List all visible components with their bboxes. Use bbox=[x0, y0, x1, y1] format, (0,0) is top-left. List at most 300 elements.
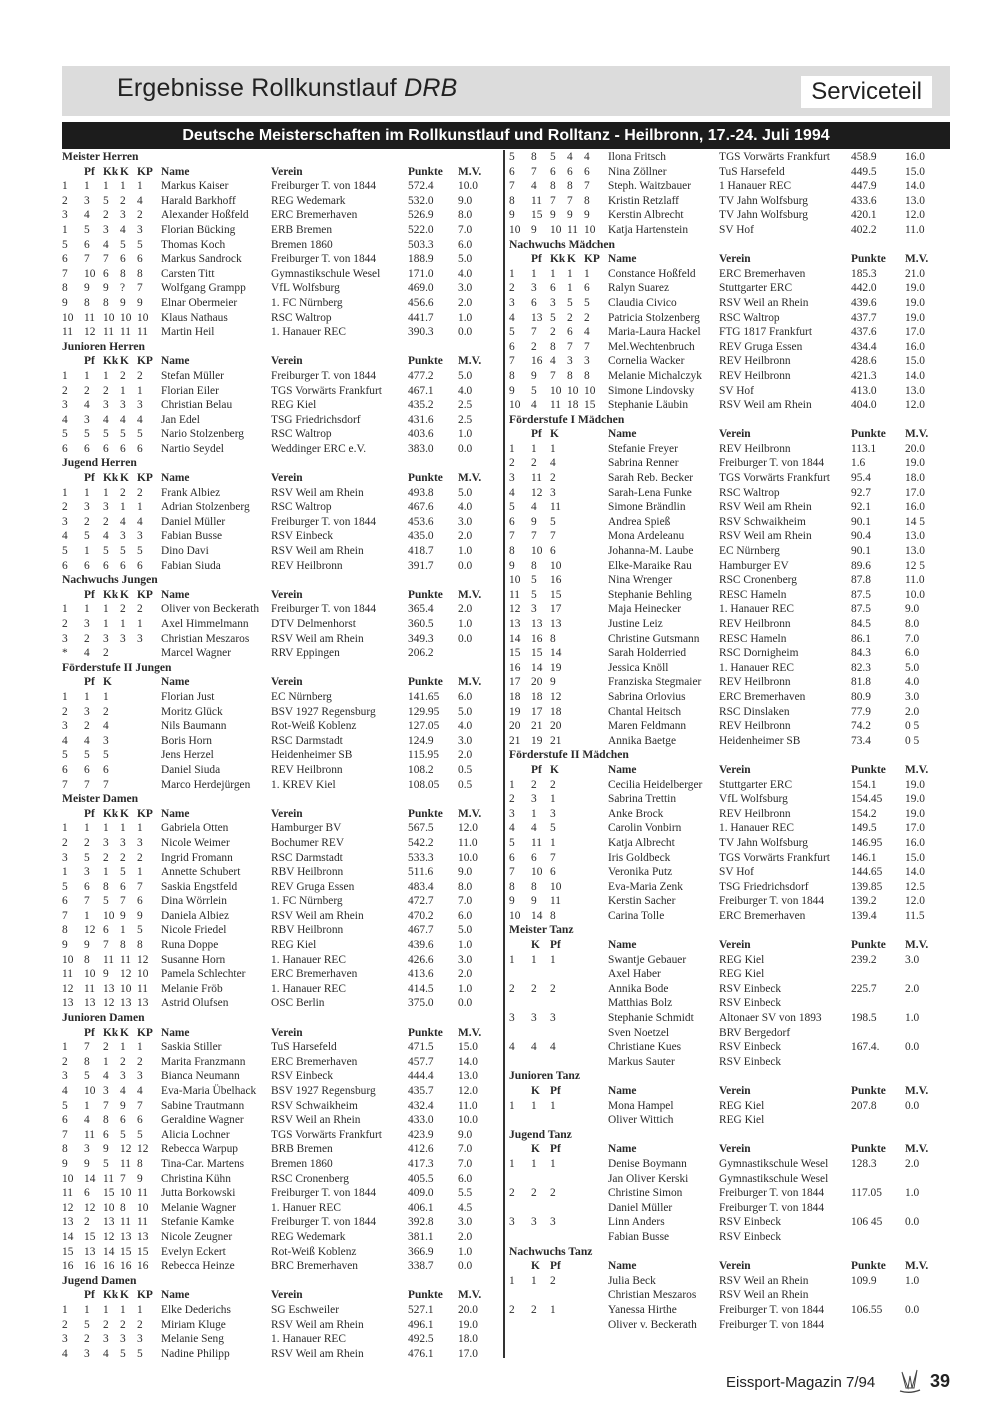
cell-col-4: 3 bbox=[584, 355, 590, 368]
cell-club: EC Nürnberg bbox=[271, 690, 332, 703]
cell-col-3 bbox=[567, 953, 584, 968]
cell-points: 402.2 bbox=[851, 223, 877, 236]
table-row bbox=[62, 1318, 502, 1333]
cell-col-1: 1 bbox=[84, 486, 90, 499]
cell-place: 11 bbox=[509, 588, 520, 601]
cell-points: 87.8 bbox=[851, 574, 871, 587]
cell-mv: 17.0 bbox=[905, 486, 925, 499]
cell-col-2: 2 bbox=[550, 326, 556, 339]
cell-mv: 16.0 bbox=[905, 151, 925, 163]
cell-points: 225.7 bbox=[851, 982, 877, 995]
cell-col-3 bbox=[120, 646, 137, 661]
table-header bbox=[62, 354, 502, 369]
cell-points: 127.05 bbox=[408, 720, 440, 733]
cell-col-1: 14 bbox=[84, 1172, 96, 1185]
column-header bbox=[584, 938, 608, 953]
cell-col-3 bbox=[567, 500, 584, 515]
cell-col-2: 5 bbox=[550, 311, 556, 324]
column-divider bbox=[503, 150, 505, 1358]
cell-place: 5 bbox=[62, 1099, 68, 1112]
column-header bbox=[62, 1026, 84, 1041]
column-header: Punkte bbox=[408, 1026, 443, 1039]
cell-col-4 bbox=[584, 1186, 608, 1201]
cell-col-2: 9 bbox=[103, 968, 109, 981]
cell-place: 3 bbox=[509, 296, 515, 309]
cell-name: Wolfgang Grampp bbox=[161, 282, 246, 295]
cell-points: 567.5 bbox=[408, 822, 434, 835]
table-header bbox=[509, 1259, 949, 1274]
cell-col-1 bbox=[531, 1055, 550, 1070]
cell-points bbox=[851, 1201, 905, 1216]
cell-place: 1 bbox=[509, 1274, 515, 1287]
cell-col-3: 2 bbox=[120, 194, 126, 207]
cell-place: 13 bbox=[509, 618, 521, 630]
cell-col-2: 2 bbox=[550, 1187, 556, 1200]
cell-col-3: 11 bbox=[120, 326, 131, 339]
cell-col-1: 8 bbox=[84, 296, 90, 309]
section-title: Meister Damen bbox=[62, 792, 139, 806]
table-row bbox=[509, 778, 949, 793]
cell-col-2: 1 bbox=[550, 1157, 556, 1170]
cell-club: SV Hof bbox=[719, 223, 754, 236]
cell-col-3: 6 bbox=[567, 326, 573, 339]
cell-name: Daniel Müller bbox=[161, 515, 226, 528]
cell-col-1 bbox=[531, 1113, 550, 1128]
section-label: Serviceteil bbox=[801, 76, 932, 108]
cell-col-2: 7 bbox=[103, 253, 109, 266]
cell-col-1: 9 bbox=[84, 939, 90, 952]
cell-name: Annika Bode bbox=[608, 982, 669, 995]
cell-points: 128.3 bbox=[851, 1157, 877, 1170]
cell-col-4: 6 bbox=[137, 1114, 143, 1127]
cell-col-3: 12 bbox=[120, 1143, 132, 1156]
cell-name: Daniel Müller bbox=[608, 1201, 673, 1214]
cell-col-1: 5 bbox=[531, 574, 537, 587]
cell-place: 2 bbox=[62, 1055, 68, 1068]
cell-points: 87.5 bbox=[851, 588, 871, 601]
cell-place: 3 bbox=[62, 851, 68, 864]
cell-mv bbox=[905, 1026, 945, 1041]
cell-points: 476.1 bbox=[408, 1347, 434, 1360]
cell-col-4: 1 bbox=[137, 501, 143, 514]
cell-club: ERC Bremerhaven bbox=[271, 1055, 358, 1068]
table-row bbox=[509, 734, 949, 749]
cell-points: 471.5 bbox=[408, 1041, 434, 1054]
table-row bbox=[62, 223, 502, 238]
cell-col-3 bbox=[567, 836, 584, 851]
cell-name: Axel Himmelmann bbox=[161, 618, 249, 630]
cell-club: Freiburger T. von 1844 bbox=[271, 515, 377, 528]
cell-points: 108.2 bbox=[408, 763, 434, 776]
cell-club: RSV Weil an Rhein bbox=[719, 1289, 809, 1302]
column-header: K bbox=[103, 676, 112, 689]
cell-col-3: 5 bbox=[120, 238, 126, 251]
cell-col-4 bbox=[584, 1303, 608, 1318]
column-header: Verein bbox=[719, 1260, 751, 1273]
cell-points: 139.85 bbox=[851, 880, 883, 893]
column-header: KP bbox=[137, 588, 153, 601]
cell-col-1: 4 bbox=[84, 399, 90, 412]
cell-col-3: 5 bbox=[120, 1347, 126, 1360]
cell-col-2: 3 bbox=[103, 501, 109, 514]
cell-place: 1 bbox=[62, 690, 68, 703]
cell-col-2: 1 bbox=[550, 1099, 556, 1112]
table-row bbox=[509, 1099, 949, 1114]
cell-col-1: 10 bbox=[84, 267, 96, 280]
cell-col-2: 5 bbox=[103, 895, 109, 908]
cell-col-2: 6 bbox=[103, 1128, 109, 1141]
cell-col-1: 1 bbox=[84, 909, 90, 922]
cell-col-3 bbox=[567, 705, 584, 720]
cell-mv: 6.0 bbox=[458, 909, 473, 922]
cell-club: RSC Cronenberg bbox=[719, 574, 797, 587]
cell-name: Denise Boymann bbox=[608, 1157, 687, 1170]
cell-col-3: 2 bbox=[120, 486, 126, 499]
column-header: Pf bbox=[84, 807, 95, 820]
table-row bbox=[62, 1215, 502, 1230]
cell-col-2: 2 bbox=[103, 705, 109, 718]
page-title-text: Ergebnisse Rollkunstlauf bbox=[117, 74, 397, 102]
cell-col-4: 7 bbox=[584, 340, 590, 353]
cell-place: 10 bbox=[509, 574, 521, 587]
cell-name: Eva-Maria Zenk bbox=[608, 880, 683, 893]
column-header: Name bbox=[608, 253, 637, 266]
cell-col-2: 12 bbox=[103, 1230, 115, 1243]
table-row bbox=[62, 369, 502, 384]
cell-col-3: 4 bbox=[567, 151, 573, 163]
cell-mv: 3.0 bbox=[458, 515, 473, 528]
cell-mv: 1.0 bbox=[458, 982, 473, 995]
cell-place: 6 bbox=[62, 895, 68, 908]
column-header: M.V. bbox=[458, 588, 482, 601]
cell-col-4: 11 bbox=[137, 326, 148, 339]
cell-col-1: 1 bbox=[84, 1099, 90, 1112]
event-banner: Deutsche Meisterschaften im Rollkunstlauf und Rolltanz - Heilbronn, 17.-24. Juli 1994 bbox=[62, 122, 950, 149]
cell-col-4: 5 bbox=[137, 545, 143, 558]
cell-mv: 5.0 bbox=[458, 705, 473, 718]
table-row bbox=[509, 1303, 949, 1318]
table-row bbox=[509, 1026, 949, 1041]
column-header: K bbox=[120, 355, 129, 368]
table-row bbox=[62, 515, 502, 530]
cell-col-1: 8 bbox=[84, 1055, 90, 1068]
table-row bbox=[62, 296, 502, 311]
cell-col-1: 16 bbox=[531, 355, 543, 368]
table-row bbox=[62, 996, 502, 1011]
table-row bbox=[509, 909, 949, 924]
cell-club: REV Heilbronn bbox=[271, 559, 343, 572]
cell-club: RSC Waltrop bbox=[719, 311, 780, 324]
cell-name: Cecilia Heidelberger bbox=[608, 778, 703, 791]
column-header: Punkte bbox=[408, 472, 443, 485]
cell-col-1: 8 bbox=[84, 953, 90, 966]
table-row bbox=[509, 1157, 949, 1172]
cell-mv: 17.0 bbox=[458, 1347, 478, 1360]
column-header: Name bbox=[161, 355, 190, 368]
cell-place: 3 bbox=[509, 1012, 515, 1025]
cell-club: FTG 1817 Frankfurt bbox=[719, 326, 813, 339]
cell-col-1: 9 bbox=[84, 282, 90, 295]
cell-place: 10 bbox=[62, 311, 74, 324]
cell-place: 10 bbox=[509, 399, 521, 412]
cell-name: Anke Brock bbox=[608, 807, 664, 820]
cell-place: 5 bbox=[509, 151, 515, 163]
cell-col-4: 1 bbox=[137, 618, 143, 630]
cell-club: REG Kiel bbox=[719, 1114, 765, 1127]
cell-club: Weddinger ERC e.V. bbox=[271, 442, 367, 455]
cell-col-4 bbox=[584, 1040, 608, 1055]
cell-col-1: 3 bbox=[84, 866, 90, 879]
cell-points: 496.1 bbox=[408, 1318, 434, 1331]
cell-col-3 bbox=[567, 982, 584, 997]
cell-col-2 bbox=[550, 1113, 567, 1128]
cell-points: 417.3 bbox=[408, 1157, 434, 1170]
cell-col-1 bbox=[531, 1172, 550, 1187]
cell-col-1: 4 bbox=[531, 501, 537, 514]
cell-points: 82.3 bbox=[851, 661, 871, 674]
cell-col-4: 10 bbox=[584, 223, 596, 236]
cell-points: 458.9 bbox=[851, 151, 877, 163]
table-row bbox=[509, 369, 949, 384]
cell-col-3: 1 bbox=[120, 1041, 126, 1054]
cell-col-2: 4 bbox=[550, 355, 556, 368]
cell-name: Elnar Obermeier bbox=[161, 296, 238, 309]
cell-col-4 bbox=[584, 602, 608, 617]
section-title: Jugend Herren bbox=[62, 456, 137, 470]
cell-col-1: 2 bbox=[531, 457, 537, 470]
column-header: Punkte bbox=[851, 763, 886, 776]
cell-club: OSC Berlin bbox=[271, 997, 325, 1010]
cell-club: ERB Bremen bbox=[271, 223, 333, 236]
cell-name: Kerstin Albrecht bbox=[608, 209, 684, 222]
cell-col-2: 2 bbox=[103, 1318, 109, 1331]
cell-mv: 2.0 bbox=[905, 705, 920, 718]
cell-col-1: 7 bbox=[531, 165, 537, 178]
cell-points: 493.8 bbox=[408, 486, 434, 499]
cell-col-4 bbox=[584, 836, 608, 851]
cell-club: Freiburger T. von 1844 bbox=[271, 180, 377, 193]
table-row bbox=[509, 632, 949, 647]
cell-col-3: 8 bbox=[567, 180, 573, 193]
cell-place: 2 bbox=[509, 282, 515, 295]
cell-name: Stephanie Läubin bbox=[608, 399, 689, 412]
column-header: M.V. bbox=[458, 355, 482, 368]
cell-col-4: 6 bbox=[137, 895, 143, 908]
column-header: Name bbox=[161, 472, 190, 485]
cell-col-4 bbox=[584, 1055, 608, 1070]
table-row bbox=[62, 427, 502, 442]
cell-col-4: 3 bbox=[137, 632, 143, 645]
cell-col-4: 12 bbox=[137, 953, 149, 966]
cell-place: 15 bbox=[509, 647, 521, 660]
cell-col-1: 9 bbox=[531, 223, 537, 236]
column-header bbox=[584, 427, 608, 442]
table-row bbox=[62, 208, 502, 223]
cell-col-1: 6 bbox=[84, 238, 90, 251]
cell-col-1: 13 bbox=[84, 1245, 96, 1258]
cell-col-2: 11 bbox=[103, 1172, 114, 1185]
cell-club: TGS Vorwärts Frankfurt bbox=[719, 151, 830, 163]
section-title: Förderstufe II Jungen bbox=[62, 660, 172, 674]
cell-club: RSV Weil an Rhein bbox=[719, 1274, 809, 1287]
cell-name: Saskia Engstfeld bbox=[161, 880, 238, 893]
cell-name: Dina Wörrlein bbox=[161, 895, 227, 908]
cell-place: 2 bbox=[62, 194, 68, 207]
cell-points: 129.95 bbox=[408, 705, 440, 718]
cell-name: Sabrina Orlovius bbox=[608, 690, 686, 703]
cell-club: Freiburger T. von 1844 bbox=[719, 1303, 825, 1316]
column-header: Verein bbox=[719, 253, 751, 266]
cell-name: Nicole Friedel bbox=[161, 924, 227, 937]
cell-place: 8 bbox=[509, 369, 515, 382]
column-header: M.V. bbox=[458, 807, 482, 820]
cell-col-4 bbox=[584, 894, 608, 909]
cell-place: 8 bbox=[62, 924, 68, 937]
cell-col-1: 12 bbox=[84, 1201, 96, 1214]
column-header bbox=[62, 1288, 84, 1303]
cell-name: Nartio Seydel bbox=[161, 442, 224, 455]
cell-place: 14 bbox=[62, 1230, 74, 1243]
cell-name: Nicole Weimer bbox=[161, 836, 230, 849]
section-title: Junioren Herren bbox=[62, 339, 145, 353]
cell-name: Oliver von Beckerath bbox=[161, 603, 260, 616]
cell-col-3 bbox=[567, 1157, 584, 1172]
cell-points: 447.9 bbox=[851, 180, 877, 193]
cell-col-1: 10 bbox=[84, 1085, 96, 1097]
cell-col-4: 2 bbox=[137, 851, 143, 864]
cell-col-2: 1 bbox=[103, 690, 109, 703]
cell-club: Rot-Weiß Koblenz bbox=[271, 1245, 357, 1258]
cell-name: Mona Hampel bbox=[608, 1099, 674, 1112]
cell-col-4: 2 bbox=[137, 209, 143, 222]
cell-mv: 6.0 bbox=[458, 690, 473, 703]
cell-col-3: 1 bbox=[567, 267, 573, 280]
cell-club: RSV Einbeck bbox=[719, 997, 782, 1010]
cell-mv: 1.0 bbox=[905, 1012, 920, 1025]
cell-name: Sabrina Renner bbox=[608, 457, 679, 470]
cell-col-2: 6 bbox=[103, 442, 109, 455]
cell-points: 90.4 bbox=[851, 530, 871, 543]
cell-club: REG Wedemark bbox=[271, 1230, 346, 1243]
cell-mv: 0.5 bbox=[458, 763, 473, 776]
cell-points: 146.1 bbox=[851, 851, 877, 864]
cell-place: 3 bbox=[62, 1070, 68, 1083]
cell-name: Stefanie Kamke bbox=[161, 1216, 235, 1229]
cell-col-2: 1 bbox=[103, 1055, 109, 1068]
cell-col-3: 1 bbox=[567, 282, 573, 295]
cell-name: Melanie Wagner bbox=[161, 1201, 237, 1214]
column-header: M.V. bbox=[905, 253, 929, 266]
cell-col-1: 2 bbox=[531, 778, 537, 791]
cell-club: REV Heilbronn bbox=[719, 720, 791, 733]
cell-points: 503.3 bbox=[408, 238, 434, 251]
cell-place: 5 bbox=[509, 326, 515, 339]
column-header: Kk bbox=[103, 355, 119, 368]
cell-place: 1 bbox=[62, 866, 68, 879]
table-row bbox=[509, 646, 949, 661]
cell-col-3: 7 bbox=[567, 340, 573, 353]
cell-points: 418.7 bbox=[408, 545, 434, 558]
cell-club: 1. KREV Kiel bbox=[271, 778, 336, 791]
cell-points: 572.4 bbox=[408, 180, 434, 193]
cell-mv: 3.0 bbox=[458, 953, 473, 966]
cell-club: ERC Bremerhaven bbox=[271, 968, 358, 981]
cell-col-4: 11 bbox=[137, 982, 148, 995]
cell-points: 106 45 bbox=[851, 1216, 883, 1229]
cell-col-4 bbox=[584, 500, 608, 515]
section-title: Nachwuchs Tanz bbox=[509, 1244, 593, 1258]
cell-col-4: 12 bbox=[137, 1143, 149, 1156]
cell-points: 522.0 bbox=[408, 223, 434, 236]
cell-club: RSV Weil am Rhein bbox=[271, 1318, 364, 1331]
cell-col-2: 5 bbox=[103, 428, 109, 441]
cell-col-3: 6 bbox=[120, 880, 126, 893]
cell-points: 381.1 bbox=[408, 1230, 434, 1243]
cell-col-4 bbox=[584, 690, 608, 705]
cell-col-4 bbox=[584, 705, 608, 720]
cell-mv: 10.0 bbox=[458, 180, 478, 193]
cell-mv: 11.0 bbox=[458, 1099, 478, 1112]
cell-mv: 0.0 bbox=[905, 1099, 920, 1112]
column-header: K bbox=[120, 807, 129, 820]
cell-col-2: 3 bbox=[103, 734, 109, 747]
cell-col-4 bbox=[137, 734, 161, 749]
cell-col-3 bbox=[567, 1172, 584, 1187]
cell-col-1: 5 bbox=[84, 223, 90, 236]
cell-name: Daniela Albiez bbox=[161, 909, 229, 922]
cell-name: Klaus Nathaus bbox=[161, 311, 228, 324]
table-row bbox=[509, 340, 949, 355]
cell-name: Veronika Putz bbox=[608, 866, 673, 879]
cell-col-4 bbox=[137, 748, 161, 763]
cell-col-3 bbox=[567, 1113, 584, 1128]
cell-col-4 bbox=[584, 1288, 608, 1303]
cell-place: 1 bbox=[62, 223, 68, 236]
cell-place: 14 bbox=[509, 632, 521, 645]
column-header: Verein bbox=[271, 1026, 303, 1039]
cell-points bbox=[851, 1288, 905, 1303]
column-header: KP bbox=[137, 1289, 153, 1302]
cell-col-1: 5 bbox=[531, 384, 537, 397]
cell-club: BSV 1927 Regensburg bbox=[271, 1085, 376, 1097]
cell-place: 1 bbox=[509, 442, 515, 455]
table-row bbox=[509, 354, 949, 369]
column-header: Punkte bbox=[408, 355, 443, 368]
cell-mv: 17.0 bbox=[905, 326, 925, 339]
table-row bbox=[62, 413, 502, 428]
cell-col-3: 5 bbox=[120, 428, 126, 441]
cell-points: 84.3 bbox=[851, 647, 871, 660]
cell-name: Kristin Retzlaff bbox=[608, 194, 679, 207]
cell-col-2: 2 bbox=[103, 515, 109, 528]
cell-col-4 bbox=[584, 880, 608, 895]
cell-mv: 11.5 bbox=[905, 909, 925, 922]
cell-place: 2 bbox=[509, 457, 515, 470]
cell-col-1: 3 bbox=[531, 1012, 537, 1025]
cell-col-1: 16 bbox=[84, 1260, 96, 1273]
cell-club: RSV Schwaikheim bbox=[271, 1099, 358, 1112]
cell-place: 2 bbox=[62, 1318, 68, 1331]
cell-name: Kerstin Sacher bbox=[608, 895, 676, 908]
cell-col-4 bbox=[584, 588, 608, 603]
cell-col-2 bbox=[550, 1230, 567, 1245]
cell-points: 392.8 bbox=[408, 1216, 434, 1229]
cell-name: Axel Haber bbox=[608, 968, 661, 981]
cell-place: 2 bbox=[62, 618, 68, 630]
cell-mv: 9.0 bbox=[458, 194, 473, 207]
cell-mv: 4.0 bbox=[458, 384, 473, 397]
cell-col-2: 11 bbox=[103, 326, 114, 339]
